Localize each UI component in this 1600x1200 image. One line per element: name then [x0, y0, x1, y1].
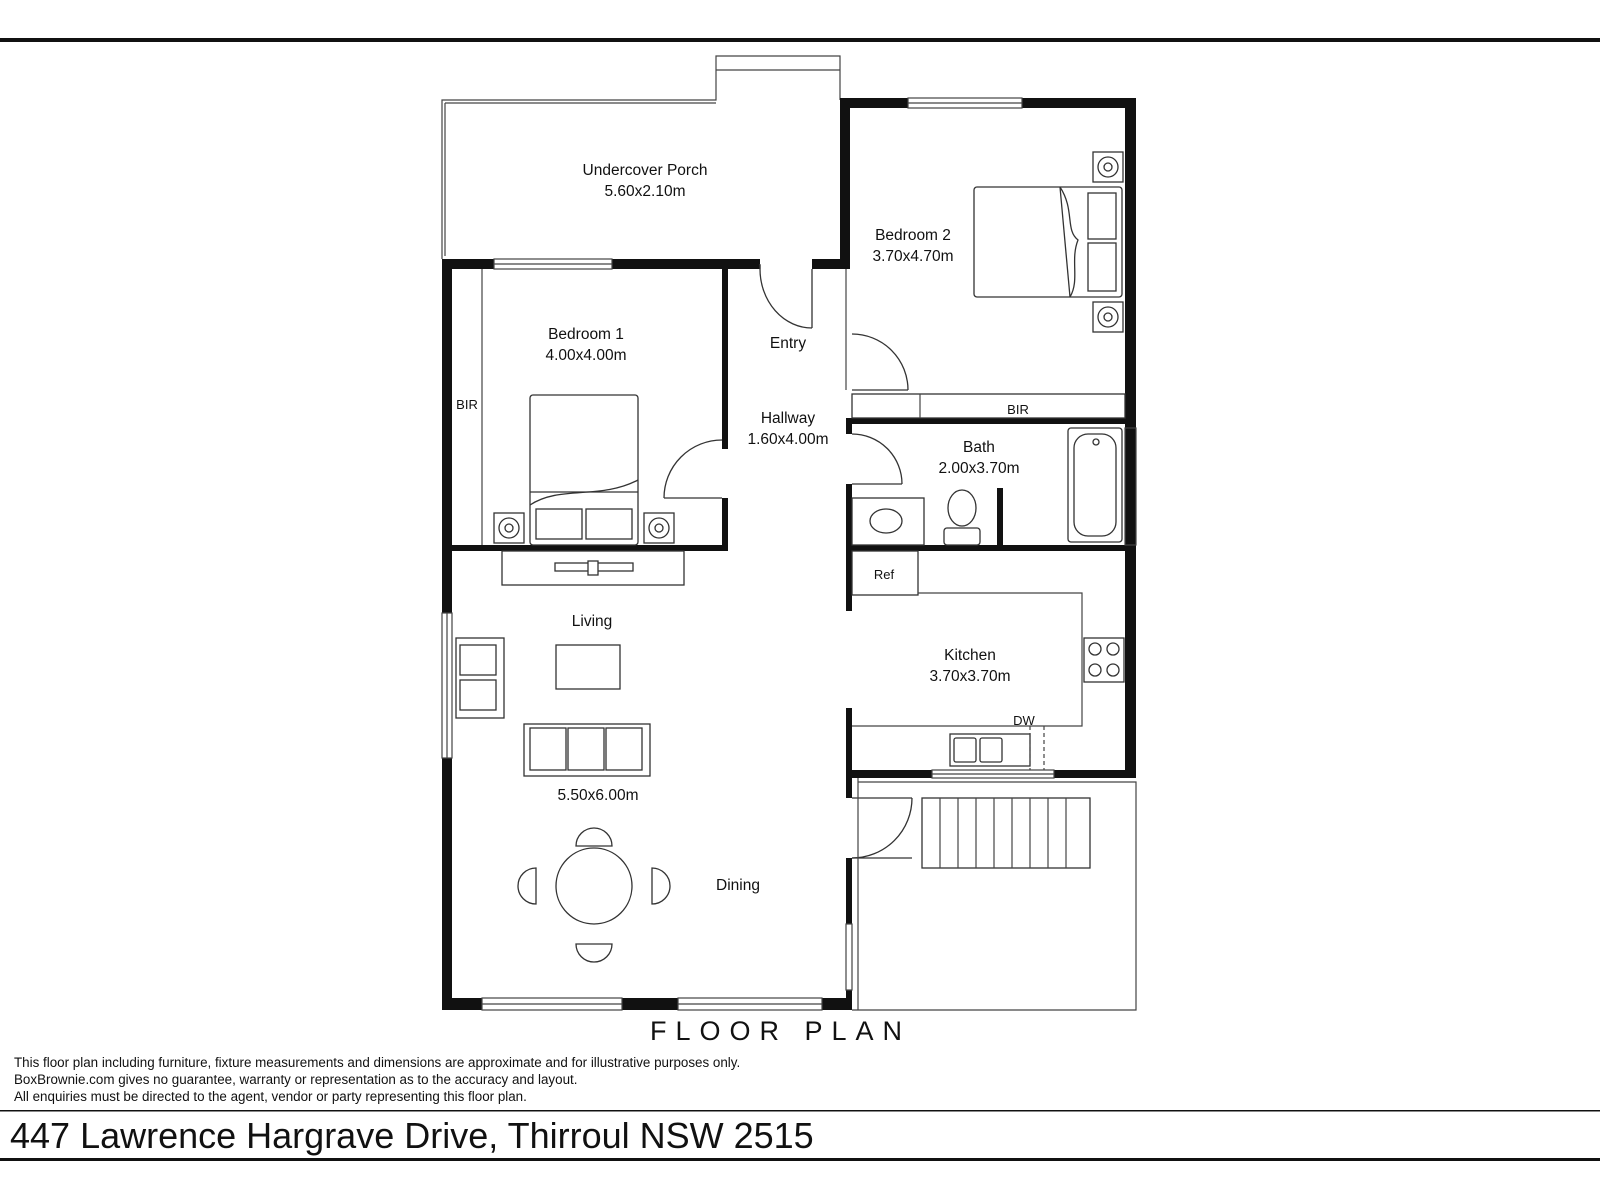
plan-title: FLOOR PLAN [650, 1016, 912, 1046]
bath-name: Bath [963, 439, 995, 456]
fridge-label: Ref [873, 567, 895, 582]
kitchen-size: 3.70x3.70m [929, 668, 1011, 685]
bedroom2-size: 3.70x4.70m [872, 248, 954, 265]
property-address: 447 Lawrence Hargrave Drive, Thirroul NSW 2515 [10, 1115, 814, 1156]
footer-rule-top [0, 1110, 1600, 1112]
porch-name: Undercover Porch [582, 162, 708, 179]
disclaimer-line: This floor plan including furniture, fixture measurements and dimensions are approximate and for illustrative purposes only. [14, 1055, 741, 1070]
bir-label-bedroom1: BIR [456, 397, 478, 412]
bedroom2-name: Bedroom 2 [875, 227, 951, 244]
entry-name: Entry [769, 335, 807, 352]
footer-rule-bottom [0, 1158, 1600, 1161]
kitchen-name: Kitchen [944, 647, 996, 664]
disclaimer-line: BoxBrownie.com gives no guarantee, warranty or representation as to the accuracy and layout. [14, 1072, 578, 1087]
bedroom2-furniture [852, 152, 1125, 418]
dishwasher-label: DW [1013, 713, 1035, 728]
stairs [852, 778, 1136, 1010]
bedroom1-name: Bedroom 1 [548, 326, 624, 343]
disclaimer [14, 1054, 740, 1105]
bedroom1-furniture [482, 269, 674, 545]
porch [442, 56, 840, 259]
living-size: 5.50x6.00m [557, 787, 639, 804]
disclaimer-line: All enquiries must be directed to the agent, vendor or party representing this floor plan. [14, 1089, 527, 1104]
bath-size: 2.00x3.70m [938, 460, 1020, 477]
top-rule [0, 38, 1600, 42]
living-furniture [456, 551, 684, 962]
bedroom1-size: 4.00x4.00m [545, 347, 627, 364]
hallway-name: Hallway [760, 410, 816, 427]
porch-size: 5.60x2.10m [604, 183, 686, 200]
living-name: Living [571, 613, 613, 630]
dining-name: Dining [716, 877, 760, 894]
bir-label-bedroom2: BIR [1007, 402, 1029, 417]
hallway-size: 1.60x4.00m [747, 431, 829, 448]
